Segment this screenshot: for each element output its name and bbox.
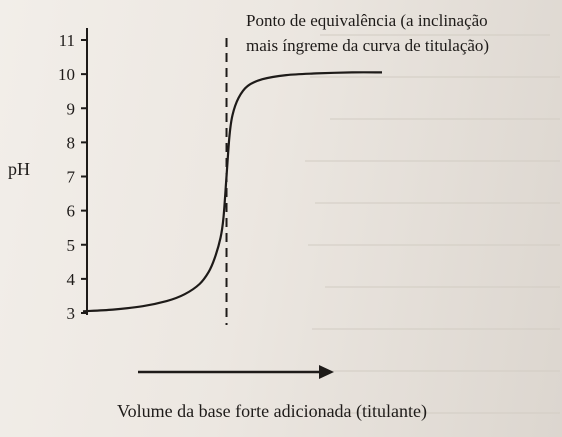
y-tick-label: 8 (66, 133, 75, 153)
y-tick-label: 6 (66, 201, 75, 221)
titration-curve (83, 72, 382, 311)
y-tick-label: 10 (58, 65, 75, 85)
equivalence-annotation-line-1: Ponto de equivalência (a inclinação (246, 11, 488, 30)
x-axis-label: Volume da base forte adicionada (titulante) (116, 401, 428, 421)
y-ticks (58, 31, 87, 323)
y-tick-label: 5 (66, 235, 75, 255)
y-tick-label: 7 (66, 167, 75, 187)
y-tick-label: 4 (66, 269, 75, 289)
y-tick-label: 9 (66, 99, 75, 119)
equivalence-annotation-line-2: mais íngreme da curva de titulação) (246, 36, 490, 55)
y-tick-label: 3 (66, 304, 75, 323)
y-axis-label: pH (8, 159, 30, 179)
x-direction-arrow-head (319, 365, 334, 379)
y-tick-label: 11 (58, 31, 75, 50)
